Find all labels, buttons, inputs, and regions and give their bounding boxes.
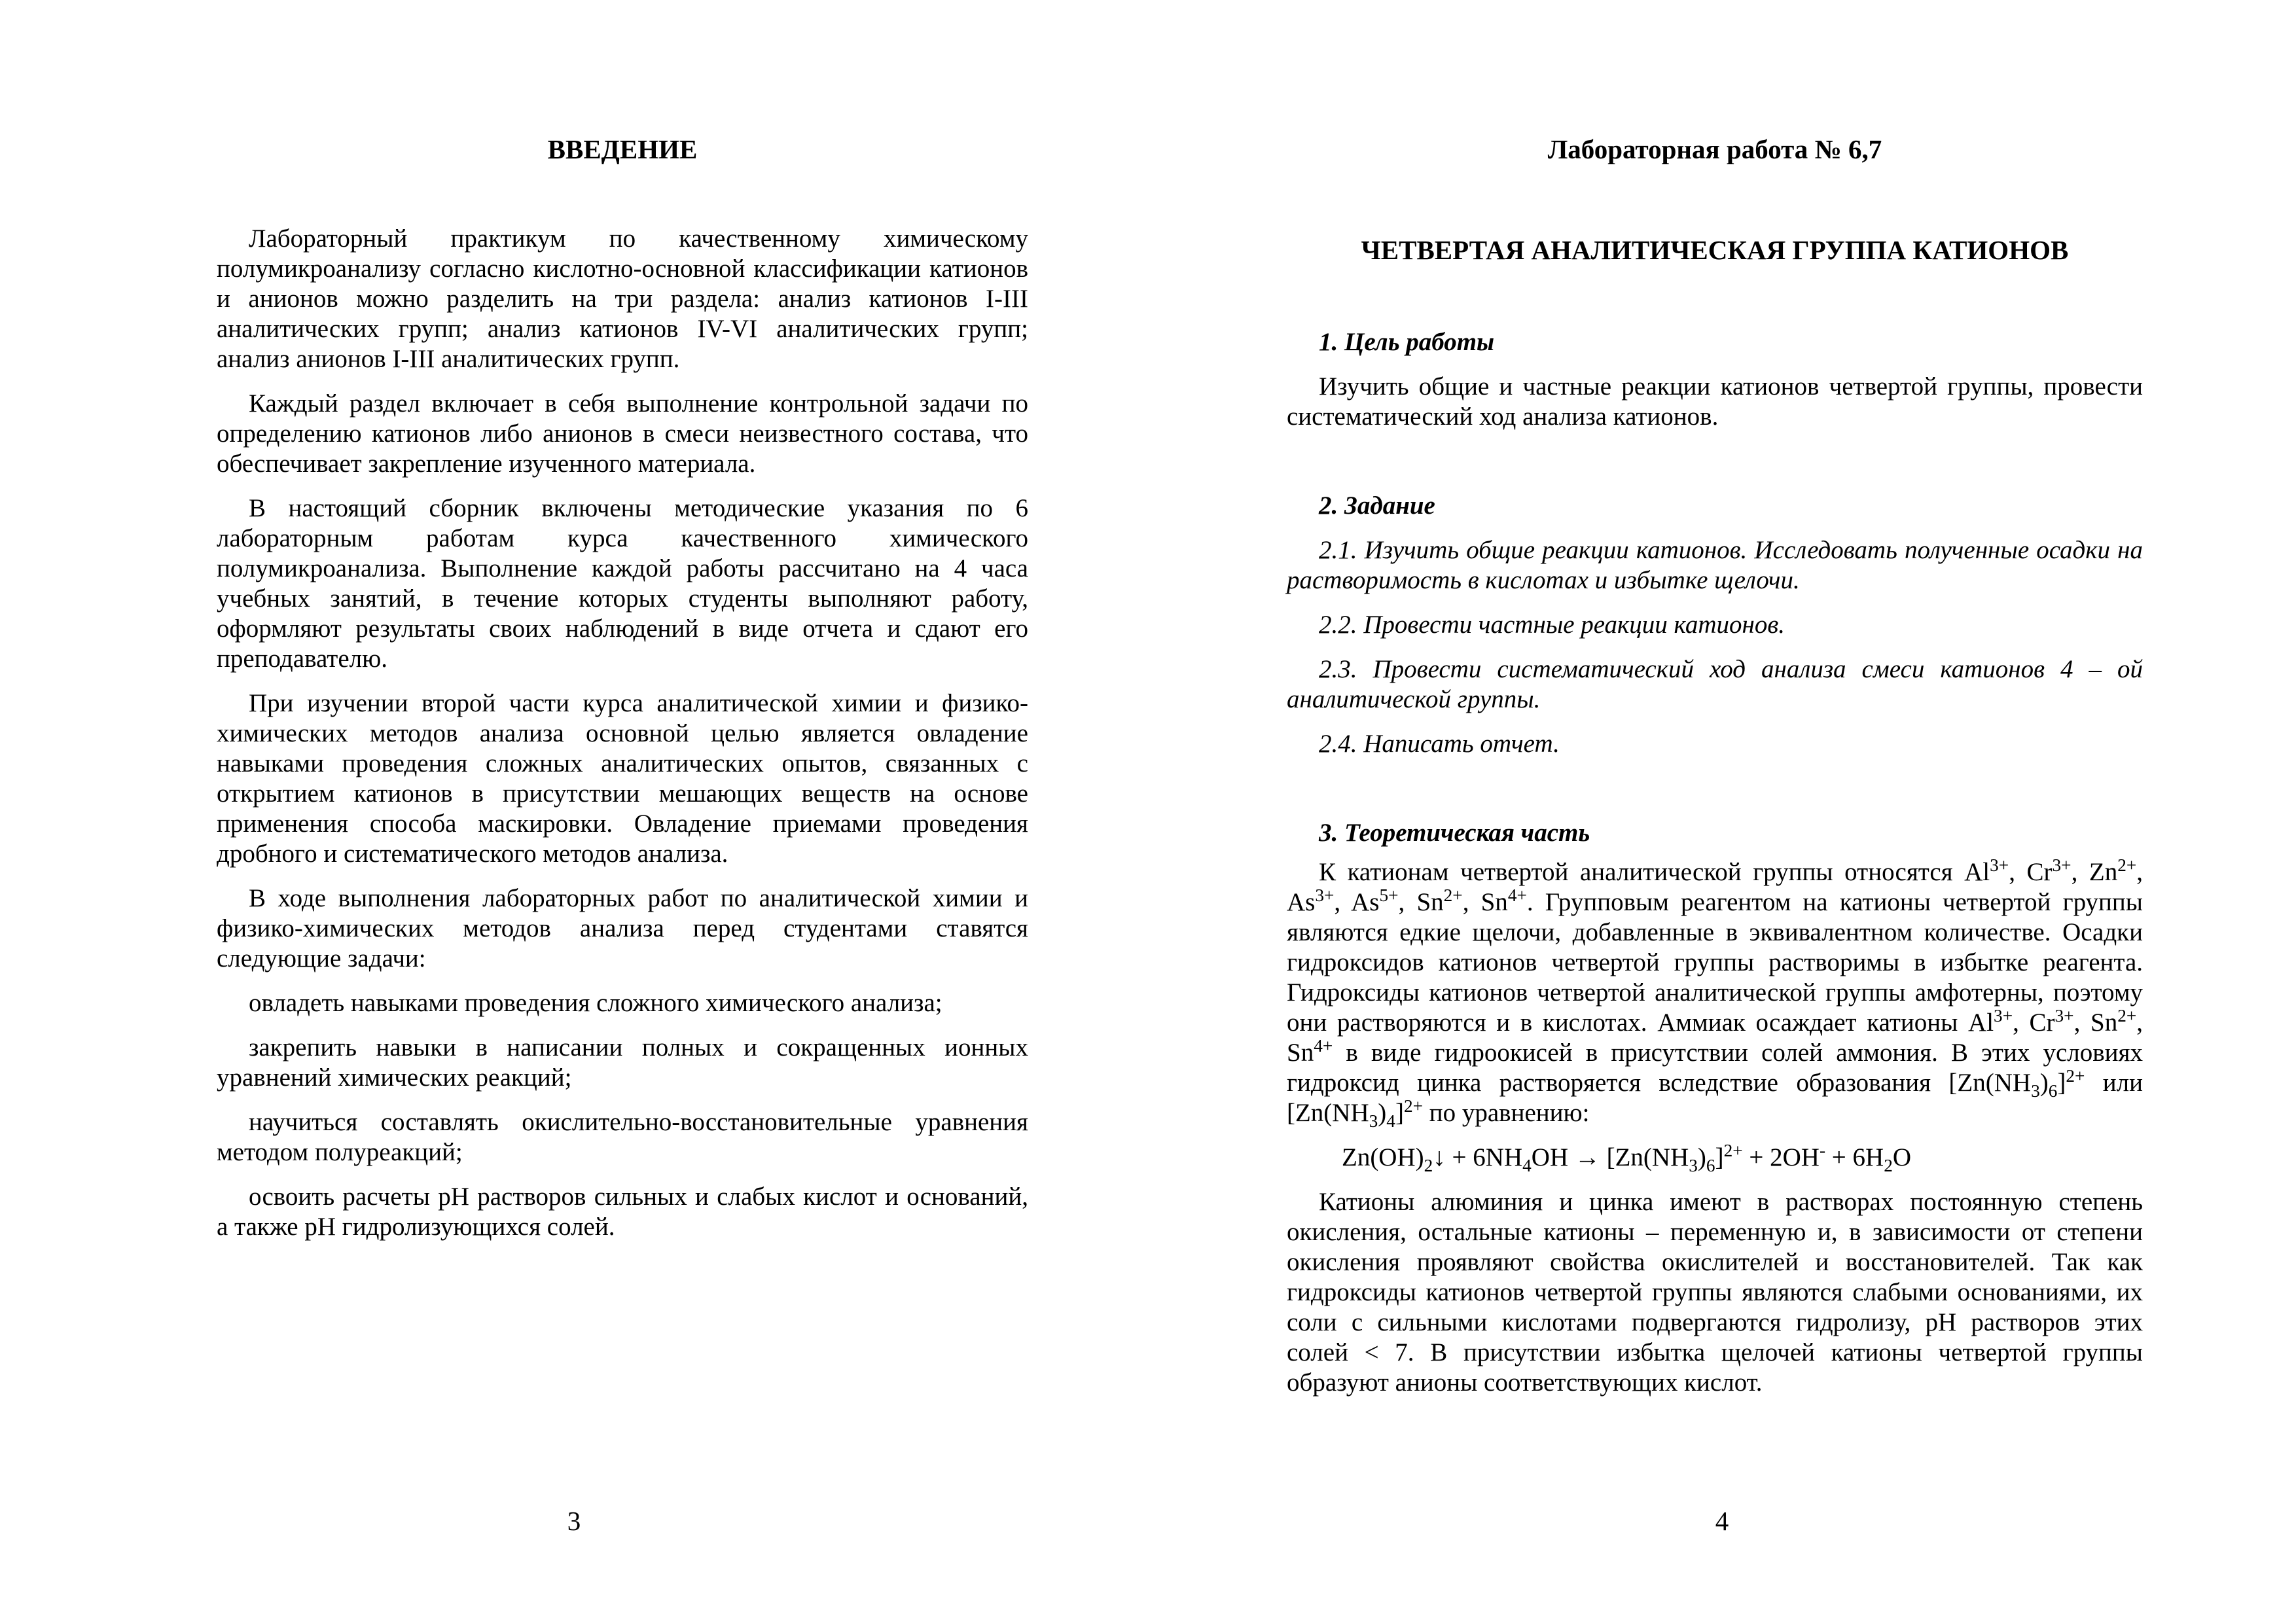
right-page-content [1287,134,2143,1398]
theory-paragraph: Катионы алюминия и цинка имеют в растворах постоянную степень окисления, остальные катионы – переменную и, в зависимости от степени окисления проявляют свойства окислителей и восстановителей. Так как гидроксиды катионов четвертой группы являются слабыми основаниями, их соли с сильными кислотами подвергаются гидролизу, pH растворов этих солей < 7. В присутствии избытка щелочей катионы четвертой группы образуют анионы соответствующих кислот. [1287,1188,2143,1397]
page-title: ЧЕТВЕРТАЯ АНАЛИТИЧЕСКАЯ ГРУППА КАТИОНОВ [1361,235,2069,265]
list-item: закрепить навыки в написании полных и сокращенных ионных уравнений химических реакций; [217,1033,1028,1092]
right-page [1148,0,2296,1623]
task-item: 2.3. Провести систематический ход анализа смеси катионов 4 – ой аналитической группы. [1287,655,2143,713]
page-number: 4 [1715,1506,1729,1536]
list-item: научиться составлять окислительно-восстановительные уравнения методом полуреакций; [217,1108,1028,1166]
theory-paragraph: К катионам четвертой аналитической группы относятся $Al^{3+}$, $Cr^{3+}$, $Zn^{2+}$, $As^{3+}$, $As^{5+}$, $Sn^{2+}$, $Sn^{4+}$. Групповым реагентом на катионы четвертой группы являются едкие щелочи, добавленные в эквивалентном количестве. Осадки гидроксидов катионов четвертой группы растворимы в избытке реагента. Гидроксиды катионов четвертой аналитической группы амфотерны, поэтому они растворяются и в кислотах. Аммиак осаждает катионы $Al^{3+}$, $Cr^{3+}$, $Sn^{2+}$, $Sn^{4+}$ в виде гидроокисей в присутствии солей аммония. В этих условиях гидроксид цинка растворяется вследствие образования $[Zn(NH_3)_6]^{2+}$ или $[Zn(NH_3)_4]^{2+}$ по уравнению: [1287,855,2143,1131]
paragraph: В настоящий сборник включены методические указания по 6 лабораторным работам курса качественного химического полумикроанализа. Выполнение каждой работы рассчитано на 4 часа учебных занятий, в течение которых студенты выполняют работу, оформляют результаты своих наблюдений в виде отчета и сдают его преподавателю. [217,494,1028,673]
section-heading-goal: 1. Цель работы [1319,328,1495,356]
list-item: овладеть навыками проведения сложного химического анализа; [249,989,942,1017]
page-number: 3 [567,1506,581,1536]
section-heading-task: 2. Задание [1319,491,1435,520]
section-heading-theory: 3. Теоретическая часть [1319,819,1590,847]
goal-text: Изучить общие и частные реакции катионов четвертой группы, провести систематический ход анализа катионов. [1287,372,2143,431]
task-item: 2.4. Написать отчет. [1319,730,1560,758]
page-title: ВВЕДЕНИЕ [547,134,698,164]
paragraph: В ходе выполнения лабораторных работ по аналитической химии и физико-химических методов анализа перед студентами ставятся следующие задачи: [217,884,1028,972]
paragraph: При изучении второй части курса аналитической химии и физико-химических методов анализа основной целью является овладение навыками проведения сложных аналитических опытов, связанных с открытием катионов в присутствии мешающих веществ на основе применения способа маскировки. Овладение приемами проведения дробного и систематического методов анализа. [217,689,1028,868]
paragraph: Лабораторный практикум по качественному химическому полумикроанализу согласно кислотно-основной классификации катионов и анионов можно разделить на три раздела: анализ катионов I-III аналитических групп; анализ катионов IV-VI аналитических групп; анализ анионов I-III аналитических групп. [217,224,1028,373]
task-item: 2.1. Изучить общие реакции катионов. Исследовать полученные осадки на растворимость в кислотах и избытке щелочи. [1287,536,2143,594]
paragraph: Каждый раздел включает в себя выполнение контрольной задачи по определению катионов либо анионов в смеси неизвестного состава, что обеспечивает закрепление изученного материала. [217,389,1028,478]
task-item: 2.2. Провести частные реакции катионов. [1319,611,1785,639]
lab-header: Лабораторная работа № 6,7 [1547,134,1882,164]
list-item: освоить расчеты pH растворов сильных и слабых кислот и оснований, а также pH гидролизующихся солей. [217,1183,1028,1241]
reaction-equation: $Zn(OH)_2↓ + 6NH_4OH \to [Zn(NH_3)_6]^{2+} + 2OH^- + 6H_2O$ [1342,1141,1912,1175]
left-page-content [217,134,1028,1242]
